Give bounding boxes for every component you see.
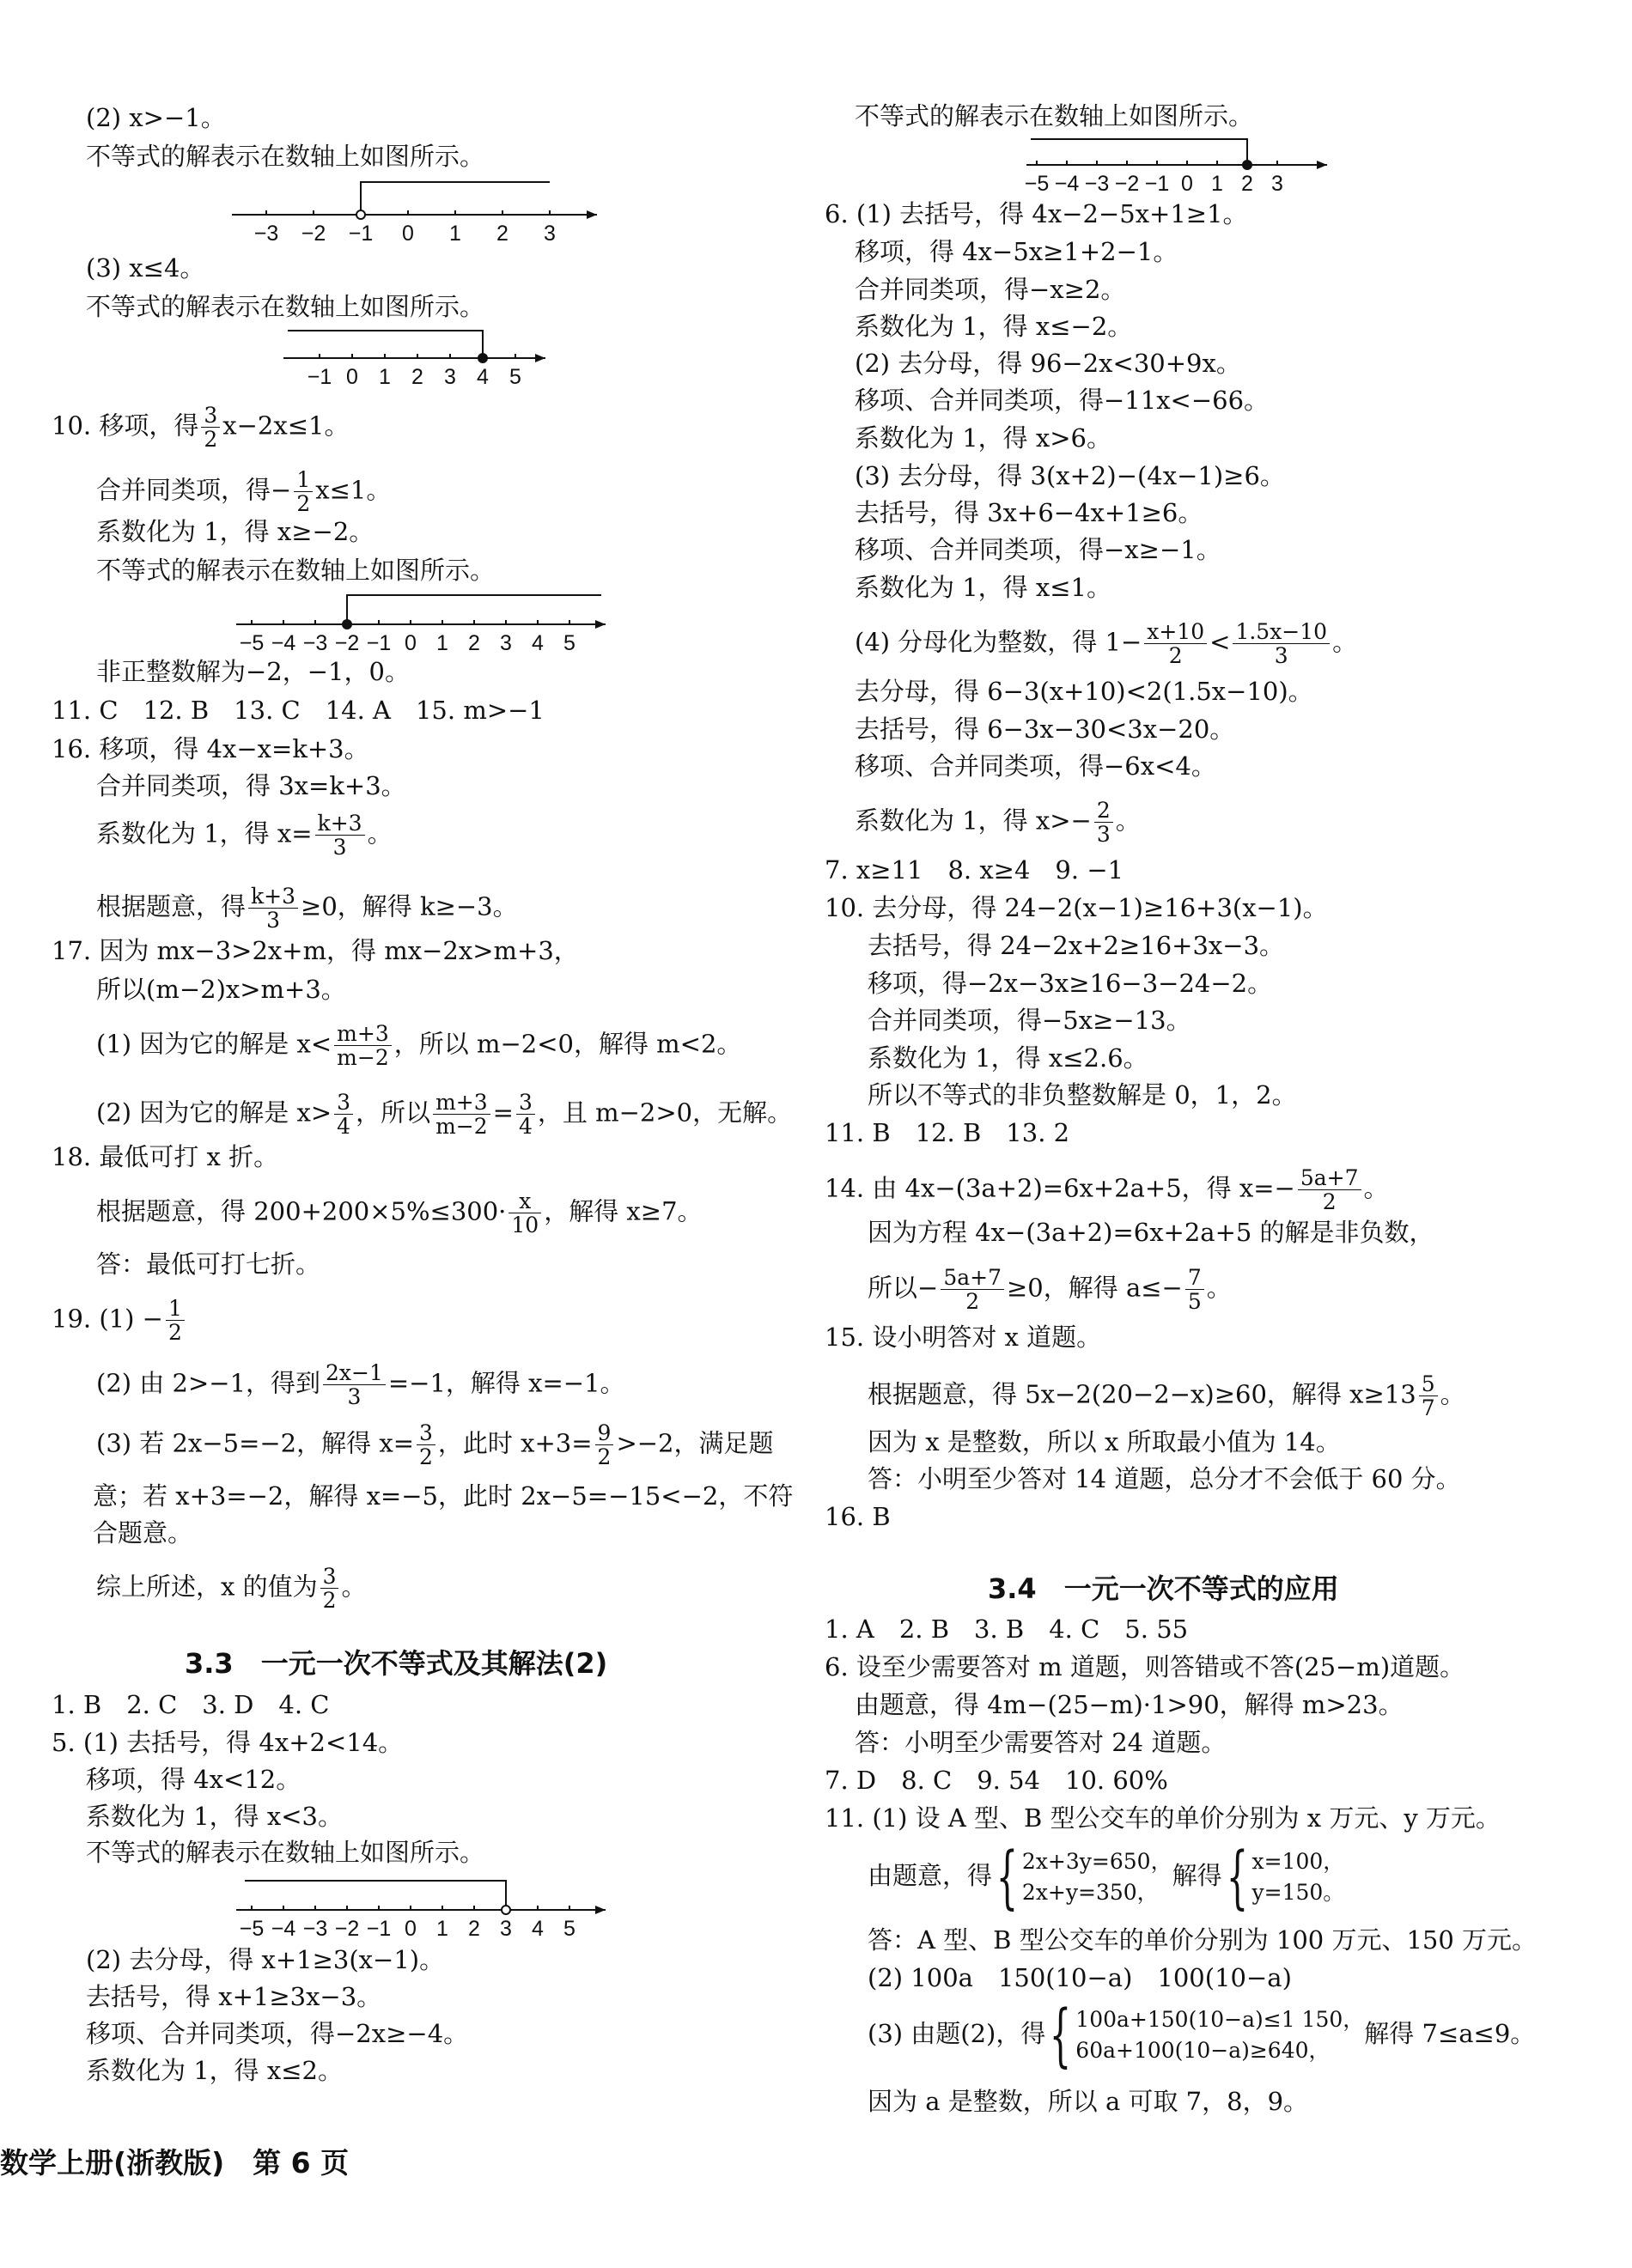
inequality: 60a+100(10−a)≥640， [1075, 2038, 1331, 2063]
text: 。 [367, 818, 393, 848]
text: 。 [1440, 1379, 1465, 1409]
text: (2) 由 2>−1，得到 [96, 1368, 321, 1398]
fraction [941, 1266, 1004, 1313]
tick-label: 3 [500, 631, 512, 655]
tick-label: 0 [405, 631, 417, 655]
number-line [283, 322, 558, 391]
equation-system [1022, 1846, 1172, 1908]
numerator: 5a+7 [1298, 1166, 1361, 1190]
text: (3) 由题(2)，得 [868, 2019, 1046, 2048]
line: 合并同类项，得 3x=k+3。 [96, 771, 406, 800]
section-title: 3.4 一元一次不等式的应用 [988, 1572, 1339, 1605]
line: 系数化为 1，得 x≤−2。 [855, 312, 1133, 341]
text: 根据题意，得 [96, 891, 247, 921]
numerator: 3 [201, 404, 220, 428]
denominator: 2 [1168, 643, 1183, 668]
denominator: m−2 [337, 1045, 389, 1070]
page-footer: 数学上册(浙教版) 第 6 页 [0, 2146, 350, 2180]
tick-label: −3 [302, 631, 328, 655]
denominator: 7 [1421, 1395, 1435, 1420]
text: (3) 若 2x−5=−2，解得 x= [96, 1428, 414, 1458]
line: 系数化为 1，得 x≤1。 [855, 573, 1111, 602]
line: 移项、合并同类项，得−11x<−66。 [855, 386, 1270, 415]
tick-label: 5 [563, 631, 575, 655]
denominator: 4 [337, 1114, 351, 1139]
text: ，且 m−2>0，无解。 [537, 1098, 793, 1128]
problem-19 [52, 1297, 187, 1344]
line [96, 1022, 741, 1069]
line: 合题意。 [93, 1518, 193, 1547]
axis-arrow [1317, 161, 1327, 169]
answers-7-10: 7. D 8. C 9. 54 10. 60% [825, 1766, 1168, 1795]
text: 。 [1363, 1173, 1389, 1203]
tick-label: 2 [468, 1917, 480, 1941]
tick-label: 0 [405, 1917, 417, 1941]
tick-label: −5 [1024, 172, 1050, 196]
line: 所以(m−2)x>m+3。 [96, 975, 346, 1004]
fraction [1094, 799, 1113, 846]
line: 合并同类项，得−x≥2。 [855, 275, 1126, 304]
denominator: 3 [1096, 822, 1111, 847]
problem-10: 10. 去分母，得 24−2(x−1)≥16+3(x−1)。 [825, 893, 1328, 922]
text: 解得 7≤a≤9。 [1364, 2019, 1536, 2048]
line [868, 1837, 1345, 1917]
line: (3) x≤4。 [86, 253, 205, 283]
line: 非正整数解为−2，−1，0。 [96, 657, 410, 686]
line [96, 885, 518, 932]
text: 综上所述，x 的值为 [96, 1572, 318, 1602]
line: 答：小明至少需要答对 24 道题。 [855, 1728, 1227, 1757]
text: (1) 因为它的解是 x< [96, 1029, 332, 1059]
problem-11: 11. (1) 设 A 型、B 型公交车的单价分别为 x 万元、y 万元。 [825, 1803, 1501, 1833]
fraction [323, 1361, 386, 1408]
problem-15: 15. 设小明答对 x 道题。 [825, 1322, 1102, 1352]
line: (2) x>−1。 [86, 103, 226, 132]
number-line [236, 1874, 614, 1943]
text: 由题意，得 [868, 1861, 993, 1890]
tick-label: −2 [334, 1917, 360, 1941]
text: 根据题意，得 5x−2(20−2−x)≥60，解得 x≥13 [868, 1379, 1416, 1409]
line: 移项、合并同类项，得−2x≥−4。 [86, 2019, 469, 2048]
tick-label: −4 [1054, 172, 1080, 196]
text: (4) 分母化为整数，得 1− [855, 627, 1142, 657]
line [96, 1091, 792, 1138]
line: 去括号，得 x+1≥3x−3。 [86, 1982, 382, 2011]
line: 因为方程 4x−(3a+2)=6x+2a+5 的解是非负数， [868, 1218, 1434, 1247]
line: 移项、合并同类项，得−x≥−1。 [855, 535, 1221, 564]
tick-label: 5 [509, 365, 521, 389]
denominator: 2 [322, 1588, 337, 1613]
tick-label: 3 [500, 1917, 512, 1941]
tick-label: −3 [1084, 172, 1110, 196]
text: = [492, 1098, 514, 1128]
tick-label: 3 [444, 365, 456, 389]
problem-14 [825, 1166, 1389, 1213]
line [855, 799, 1141, 846]
text: 系数化为 1，得 x= [96, 818, 313, 848]
tick-label: −1 [1144, 172, 1170, 196]
tick-label: 2 [411, 365, 423, 389]
line [868, 1266, 1232, 1313]
line: 移项，得 4x<12。 [86, 1765, 301, 1794]
solution-ray [245, 1881, 506, 1910]
tick-label: −4 [271, 631, 296, 655]
tick-label: 2 [468, 631, 480, 655]
tick-label: 2 [1241, 172, 1253, 196]
equation: y=150。 [1251, 1880, 1345, 1905]
closed-endpoint [343, 620, 351, 629]
numerator: x+10 [1144, 620, 1207, 644]
line: 由题意，得 4m−(25−m)·1>90，解得 m>23。 [855, 1690, 1404, 1719]
numerator: 5a+7 [941, 1266, 1004, 1290]
line [96, 1565, 367, 1612]
fraction [516, 1091, 535, 1138]
tick-label: −2 [334, 631, 360, 655]
numerator: 1.5x−10 [1233, 620, 1330, 644]
text: ，解得 x≥7。 [544, 1196, 703, 1226]
line: (2) 去分母，得 x+1≥3(x−1)。 [86, 1945, 445, 1974]
text: 。 [1332, 627, 1358, 657]
fraction [417, 1421, 435, 1468]
line [855, 620, 1357, 667]
text: 合并同类项，得− [96, 475, 292, 505]
fraction [1185, 1266, 1204, 1313]
text: =−1，解得 x=−1。 [387, 1368, 625, 1398]
fraction [508, 1189, 541, 1237]
line: 不等式的解表示在数轴上如图所示。 [86, 142, 485, 171]
line: 因为 x 是整数，所以 x 所取最小值为 14。 [868, 1427, 1341, 1456]
text: >−2，满足题 [616, 1428, 774, 1458]
line: 去分母，得 6−3(x+10)<2(1.5x−10)。 [855, 677, 1313, 706]
numerator: 2x−1 [323, 1361, 386, 1385]
closed-endpoint [478, 354, 487, 362]
text: 14. 由 4x−(3a+2)=6x+2a+5，得 x=− [825, 1173, 1295, 1203]
line: (2) 去分母，得 96−2x<30+9x。 [855, 349, 1241, 378]
numerator: 1 [294, 468, 313, 492]
problem-6: 6. 设至少需要答对 m 道题，则答错或不答(25−m)道题。 [825, 1652, 1465, 1681]
text: 10. 移项，得 [52, 410, 199, 441]
numerator: 3 [417, 1421, 435, 1445]
number-line [1026, 136, 1336, 196]
problem-17: 17. 因为 mx−3>2x+m，得 mx−2x>m+3， [52, 936, 579, 965]
fraction [334, 1091, 353, 1138]
fraction [166, 1297, 185, 1344]
line: 系数化为 1，得 x<3。 [86, 1802, 343, 1831]
denominator: 2 [296, 491, 311, 516]
numerator: 3 [320, 1565, 339, 1589]
line [868, 1372, 1465, 1420]
denominator: 3 [1274, 643, 1288, 668]
tick-label: −1 [366, 631, 392, 655]
problem-16: 16. 移项，得 4x−x=k+3。 [52, 734, 369, 763]
line: 不等式的解表示在数轴上如图所示。 [86, 292, 485, 321]
text: 解得 [1172, 1861, 1222, 1890]
problem-18: 18. 最低可打 x 折。 [52, 1142, 279, 1171]
equation: 2x+3y=650， [1021, 1849, 1172, 1874]
numerator: 9 [595, 1421, 614, 1445]
tick-label: −2 [301, 222, 326, 246]
tick-label: 4 [477, 365, 489, 389]
number-line [236, 588, 614, 657]
text: (2) 因为它的解是 x> [96, 1098, 332, 1128]
tick-label: 4 [532, 1917, 544, 1941]
fraction [315, 812, 365, 859]
tick-label: −1 [307, 365, 332, 389]
text: 。 [1115, 806, 1141, 836]
line: 答：小明至少答对 14 道题，总分才不会低于 60 分。 [868, 1464, 1461, 1493]
line: 因为 a 是整数，所以 a 可取 7，8，9。 [868, 2087, 1309, 2116]
brace: { [996, 1837, 1019, 1917]
tick-label: 2 [496, 222, 508, 246]
line: 去括号，得 3x+6−4x+1≥6。 [855, 498, 1203, 527]
fraction [1144, 620, 1207, 667]
line: (2) 100a 150(10−a) 100(10−a) [868, 1963, 1292, 1992]
denominator: 4 [518, 1114, 533, 1139]
tick-label: 0 [402, 222, 414, 246]
line: 答：最低可打七折。 [96, 1250, 321, 1279]
solution-ray [347, 595, 601, 624]
inequality: 100a+150(10−a)≤1 150， [1075, 2007, 1365, 2032]
tick-label: 0 [346, 365, 358, 389]
denominator: 2 [167, 1320, 182, 1345]
numerator: m+3 [334, 1022, 392, 1046]
line: 移项，得 4x−5x≥1+2−1。 [855, 237, 1178, 266]
text: ≥0，解得 a≤− [1006, 1273, 1183, 1303]
tick-label: −1 [366, 1917, 392, 1941]
text: < [1209, 627, 1231, 657]
line: 系数化为 1，得 x>6。 [855, 423, 1111, 453]
line: 合并同类项，得−5x≥−13。 [868, 1006, 1191, 1035]
closed-endpoint [1243, 161, 1251, 169]
line: 去括号，得 6−3x−30<3x−20。 [855, 714, 1235, 744]
answers-1-4: 1. B 2. C 3. D 4. C [52, 1690, 330, 1719]
equation-system [1075, 2004, 1364, 2066]
text: 。 [1206, 1273, 1232, 1303]
line: 答：A 型、B 型公交车的单价分别为 100 万元、150 万元。 [868, 1925, 1538, 1955]
answers-11-13: 11. B 12. B 13. 2 [825, 1118, 1070, 1147]
text: 根据题意，得 200+200×5%≤300· [96, 1196, 507, 1226]
numerator: 5 [1419, 1372, 1438, 1396]
numerator: 2 [1094, 799, 1113, 823]
line: 所以不等式的非负整数解是 0，1，2。 [868, 1080, 1297, 1110]
brace: { [1226, 1837, 1248, 1917]
line: 系数化为 1，得 x≥−2。 [96, 517, 375, 546]
axis-arrow [587, 210, 597, 219]
denominator: 2 [965, 1289, 980, 1314]
tick-label: 1 [436, 1917, 448, 1941]
text: 系数化为 1，得 x>− [855, 806, 1092, 836]
text: ，所以 [356, 1098, 431, 1128]
line [868, 1995, 1536, 2075]
denominator: 5 [1187, 1289, 1202, 1314]
fraction [1419, 1372, 1438, 1420]
tick-label: 1 [436, 631, 448, 655]
text: ，所以 m−2<0，解得 m<2。 [393, 1029, 742, 1059]
numerator: k+3 [315, 812, 365, 836]
line: 移项、合并同类项，得−6x<4。 [855, 751, 1216, 781]
line: 移项，得−2x−3x≥16−3−24−2。 [868, 969, 1273, 998]
line [96, 468, 391, 515]
fraction [1233, 620, 1330, 667]
denominator: 2 [419, 1444, 433, 1469]
tick-label: 1 [449, 222, 461, 246]
fraction [1298, 1166, 1361, 1213]
text: ，此时 x+3= [437, 1428, 593, 1458]
equation: x=100， [1251, 1849, 1345, 1874]
open-endpoint [502, 1906, 510, 1914]
numerator: x [508, 1189, 541, 1213]
line: 系数化为 1，得 x≤2.6。 [868, 1043, 1148, 1073]
tick-label: −3 [253, 222, 279, 246]
number-line [232, 172, 610, 249]
fraction [320, 1565, 339, 1612]
line [96, 812, 393, 859]
text: 19. (1) − [52, 1304, 163, 1334]
fraction [433, 1091, 490, 1138]
tick-label: 0 [1181, 172, 1193, 196]
numerator: m+3 [433, 1091, 490, 1115]
line [96, 1189, 703, 1237]
line: 去括号，得 24−2x+2≥16+3x−3。 [868, 931, 1285, 960]
axis-arrow [535, 354, 545, 362]
denominator: m−2 [435, 1114, 488, 1139]
fraction [334, 1022, 392, 1069]
denominator: 3 [347, 1384, 362, 1409]
brace: { [1050, 1995, 1072, 2075]
denominator: 10 [511, 1213, 539, 1237]
open-endpoint [356, 210, 365, 219]
denominator: 3 [266, 908, 280, 933]
text: ≥0，解得 k≥−3。 [301, 891, 518, 921]
equation: 2x+y=350， [1021, 1880, 1159, 1905]
fraction [294, 468, 313, 515]
solution-ray [361, 182, 550, 215]
tick-label: 4 [532, 631, 544, 655]
tick-label: −3 [302, 1917, 328, 1941]
fraction [201, 404, 220, 451]
tick-label: 1 [379, 365, 391, 389]
problem-16: 16. B [825, 1502, 891, 1531]
denominator: 2 [597, 1444, 612, 1469]
line: (3) 去分母，得 3(x+2)−(4x−1)≥6。 [855, 461, 1285, 490]
problem-6: 6. (1) 去括号，得 4x−2−5x+1≥1。 [825, 199, 1248, 228]
tick-label: 1 [1211, 172, 1223, 196]
numerator: 3 [516, 1091, 535, 1115]
line: 意；若 x+3=−2，解得 x=−5，此时 2x−5=−15<−2，不符 [93, 1481, 794, 1511]
section-title: 3.3 一元一次不等式及其解法(2) [185, 1647, 608, 1680]
answers-7-9: 7. x≥11 8. x≥4 9. −1 [825, 855, 1124, 885]
text: 所以− [868, 1273, 939, 1303]
line: 不等式的解表示在数轴上如图所示。 [855, 101, 1254, 131]
line: 不等式的解表示在数轴上如图所示。 [96, 556, 496, 585]
text: 。 [341, 1572, 367, 1602]
numerator: k+3 [248, 885, 298, 909]
equation-system [1252, 1846, 1345, 1908]
problem-10 [52, 404, 349, 451]
numerator: 7 [1185, 1266, 1204, 1290]
line: 不等式的解表示在数轴上如图所示。 [86, 1838, 485, 1867]
tick-label: 3 [544, 222, 556, 246]
numerator: 1 [166, 1297, 185, 1321]
tick-label: −2 [1114, 172, 1140, 196]
tick-label: −5 [239, 631, 265, 655]
text: x≤1。 [315, 475, 392, 505]
line [96, 1361, 625, 1408]
denominator: 2 [1322, 1189, 1337, 1214]
denominator: 2 [204, 427, 218, 452]
numerator: 3 [334, 1091, 353, 1115]
problem-5: 5. (1) 去括号，得 4x+2<14。 [52, 1728, 404, 1757]
tick-label: −4 [271, 1917, 296, 1941]
fraction [595, 1421, 614, 1468]
line [96, 1421, 774, 1468]
answers-1-5: 1. A 2. B 3. B 4. C 5. 55 [825, 1614, 1189, 1644]
tick-label: −1 [348, 222, 374, 246]
text: x−2x≤1。 [222, 410, 350, 441]
tick-label: 3 [1271, 172, 1283, 196]
axis-arrow [595, 620, 606, 629]
tick-label: 5 [563, 1917, 575, 1941]
tick-label: −5 [239, 1917, 265, 1941]
line: 系数化为 1，得 x≤2。 [86, 2056, 343, 2085]
denominator: 3 [332, 835, 347, 860]
axis-arrow [595, 1906, 606, 1914]
solution-ray [1031, 139, 1247, 165]
fraction [248, 885, 298, 932]
problems-11-15: 11. C 12. B 13. C 14. A 15. m>−1 [52, 696, 545, 725]
